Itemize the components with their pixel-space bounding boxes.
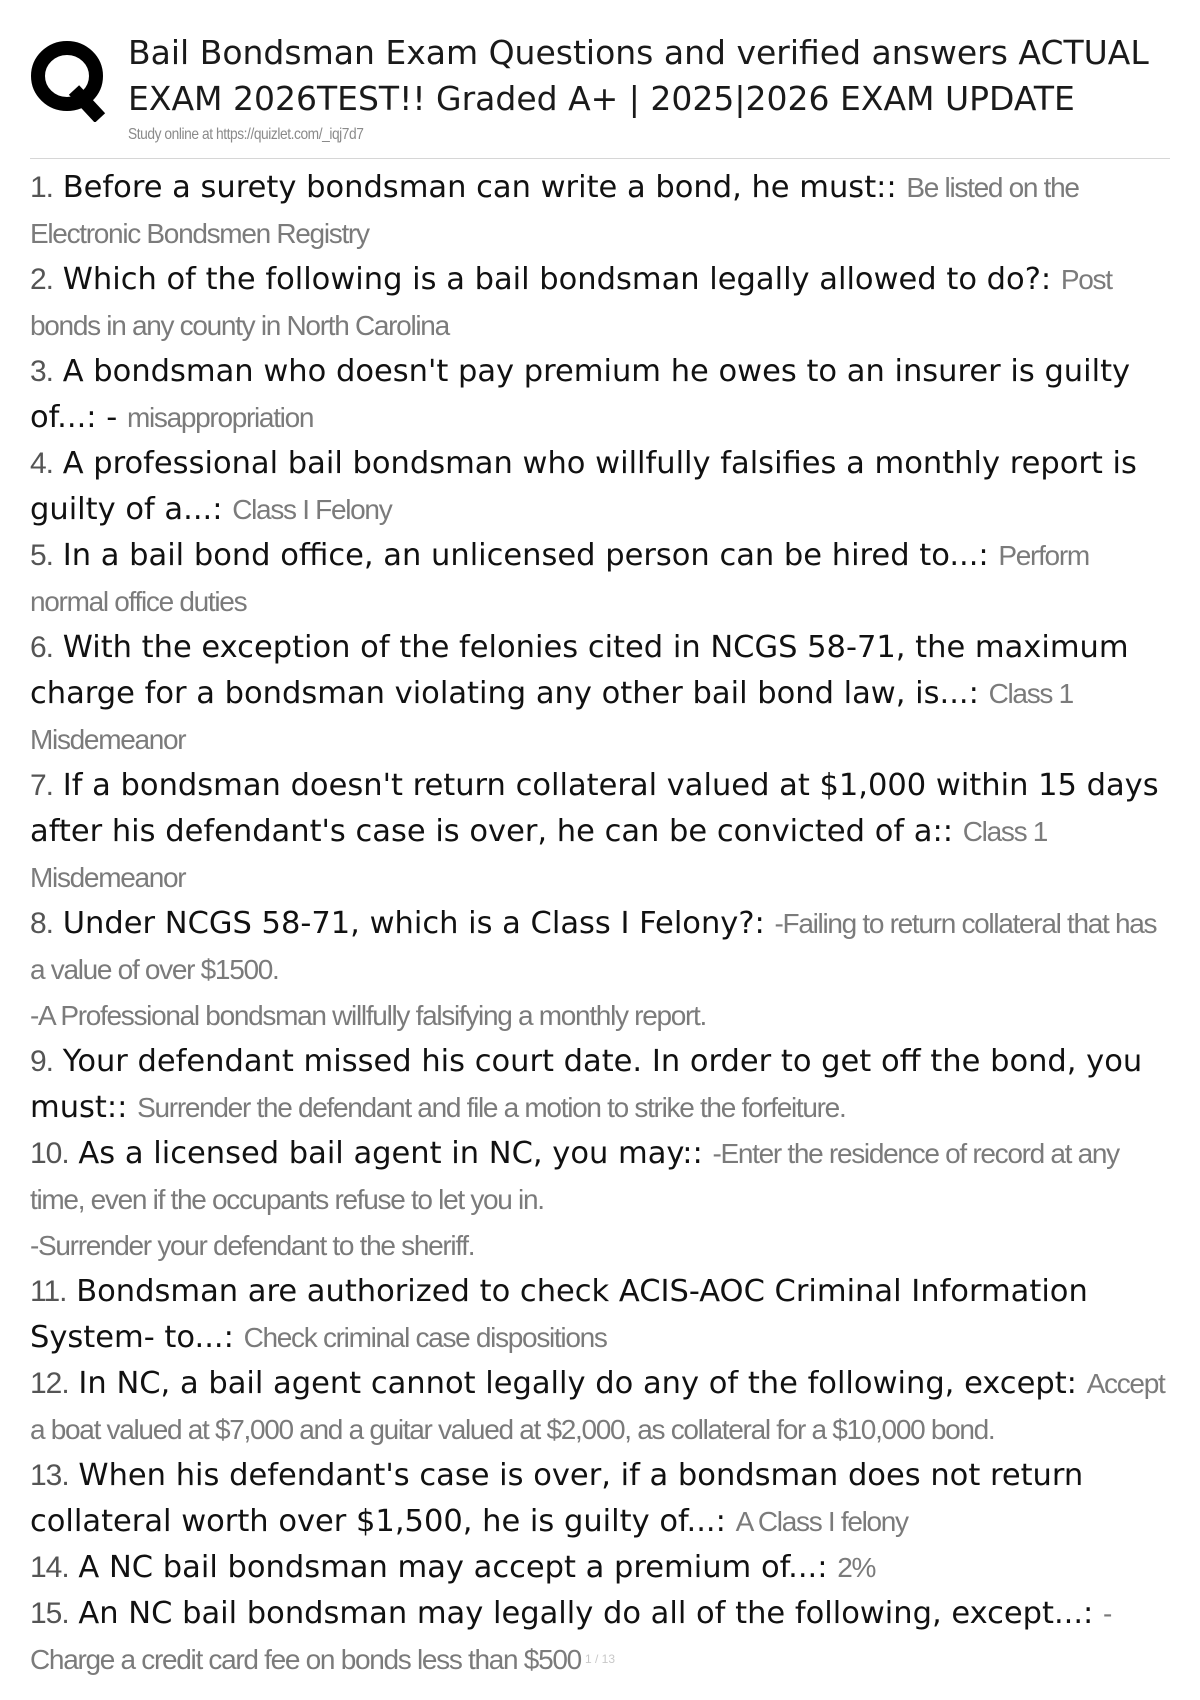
question-number: 10. [30,1137,69,1170]
question-number: 3. [30,355,54,388]
question-item [30,1453,1170,1545]
question-item [30,1269,1170,1361]
document-title: Bail Bondsman Exam Questions and verified answers ACTUAL EXAM 2026TEST!! Graded A+ | 2025|2026 EXAM UPDATE [128,33,1149,118]
question-number: 1. [30,171,54,204]
question-number: 8. [30,907,54,940]
answer-text: Class I Felony [232,494,392,525]
answer-text: -Failing to return collateral that has a value of over $1500. [30,908,1157,985]
question-text: In NC, a bail agent cannot legally do any of the following, except: [78,1366,1077,1401]
question-item [30,1591,1170,1683]
source-link-text: Study online at https://quizlet.com/_iqj7d7 [128,126,364,143]
question-text: Before a surety bondsman can write a bond, he must:: [62,170,897,205]
question-number: 5. [30,539,54,572]
answer-text: -Surrender your defendant to the sheriff. [30,1230,475,1261]
question-item [30,165,1170,257]
question-number: 15. [30,1597,69,1630]
question-item [30,1361,1170,1453]
question-text: Bondsman are authorized to check ACIS-AOC Criminal Information System- to...: [30,1274,1088,1355]
question-text: A bondsman who doesn't pay premium he owes to an insurer is guilty of...: - [30,354,1131,435]
question-item [30,1545,1170,1591]
question-number: 6. [30,631,54,664]
page-number: 1 / 13 [584,1652,616,1666]
header-divider [30,158,1170,159]
question-item [30,349,1170,441]
question-text: Your defendant missed his court date. In order to get off the bond, you must:: [30,1044,1143,1125]
question-number: 13. [30,1459,69,1492]
answer-text: 2% [837,1552,876,1583]
question-item [30,901,1170,1039]
answer-text: Perform normal office duties [30,540,1089,617]
answer-text: Surrender the defendant and file a motion to strike the forfeiture. [137,1092,846,1123]
question-text: A professional bail bondsman who willfully falsifies a monthly report is guilty of a...: [30,446,1137,527]
question-item [30,533,1170,625]
answer-text: A Class I felony [735,1506,908,1537]
header-text [128,30,1170,144]
question-text: If a bondsman doesn't return collateral valued at $1,000 within 15 days after his defendant's case is over, he can be convicted of a:: [30,768,1159,849]
question-number: 4. [30,447,54,480]
question-item [30,257,1170,349]
answer-text: Check criminal case dispositions [243,1322,607,1353]
question-text: An NC bail bondsman may legally do all of the following, except...: [78,1596,1094,1631]
question-number: 14. [30,1551,69,1584]
question-text: Under NCGS 58-71, which is a Class I Felony?: [62,906,765,941]
answer-text: Class 1 Misdemeanor [30,678,1073,755]
question-number: 7. [30,769,54,802]
question-number: 12. [30,1367,69,1400]
question-text: Which of the following is a bail bondsman legally allowed to do?: [62,262,1052,297]
answer-text: misappropriation [126,402,314,433]
question-item [30,763,1170,901]
question-text: When his defendant's case is over, if a bondsman does not return collateral worth over $1,500, he is guilty of...: [30,1458,1084,1539]
answer-text: Accept a boat valued at $7,000 and a guitar valued at $2,000, as collateral for a $10,000 bond. [30,1368,1165,1445]
question-number: 9. [30,1045,54,1078]
answer-text: Class 1 Misdemeanor [30,816,1048,893]
question-item [30,1131,1170,1269]
answer-text: -Enter the residence of record at any time, even if the occupants refuse to let you in. [30,1138,1119,1215]
header [30,30,1170,144]
question-item [30,441,1170,533]
answer-text: Post bonds in any county in North Carolina [30,264,1112,341]
question-text: With the exception of the felonies cited in NCGS 58-71, the maximum charge for a bondsman violating any other bail bond law, is...: [30,630,1129,711]
question-item [30,625,1170,763]
question-text: A NC bail bondsman may accept a premium of...: [78,1550,828,1585]
question-number: 2. [30,263,54,296]
quizlet-q-logo-icon [30,34,110,122]
question-number: 11. [30,1275,67,1308]
answer-text: -A Professional bondsman willfully falsifying a monthly report. [30,1000,707,1031]
answer-text: Be listed on the Electronic Bondsmen Registry [30,172,1079,249]
question-text: As a licensed bail agent in NC, you may:: [78,1136,703,1171]
question-item [30,1039,1170,1131]
question-text: In a bail bond office, an unlicensed person can be hired to...: [62,538,989,573]
answer-text: -Charge a credit card fee on bonds less than $500 [30,1598,1112,1675]
question-list [30,165,1170,1683]
